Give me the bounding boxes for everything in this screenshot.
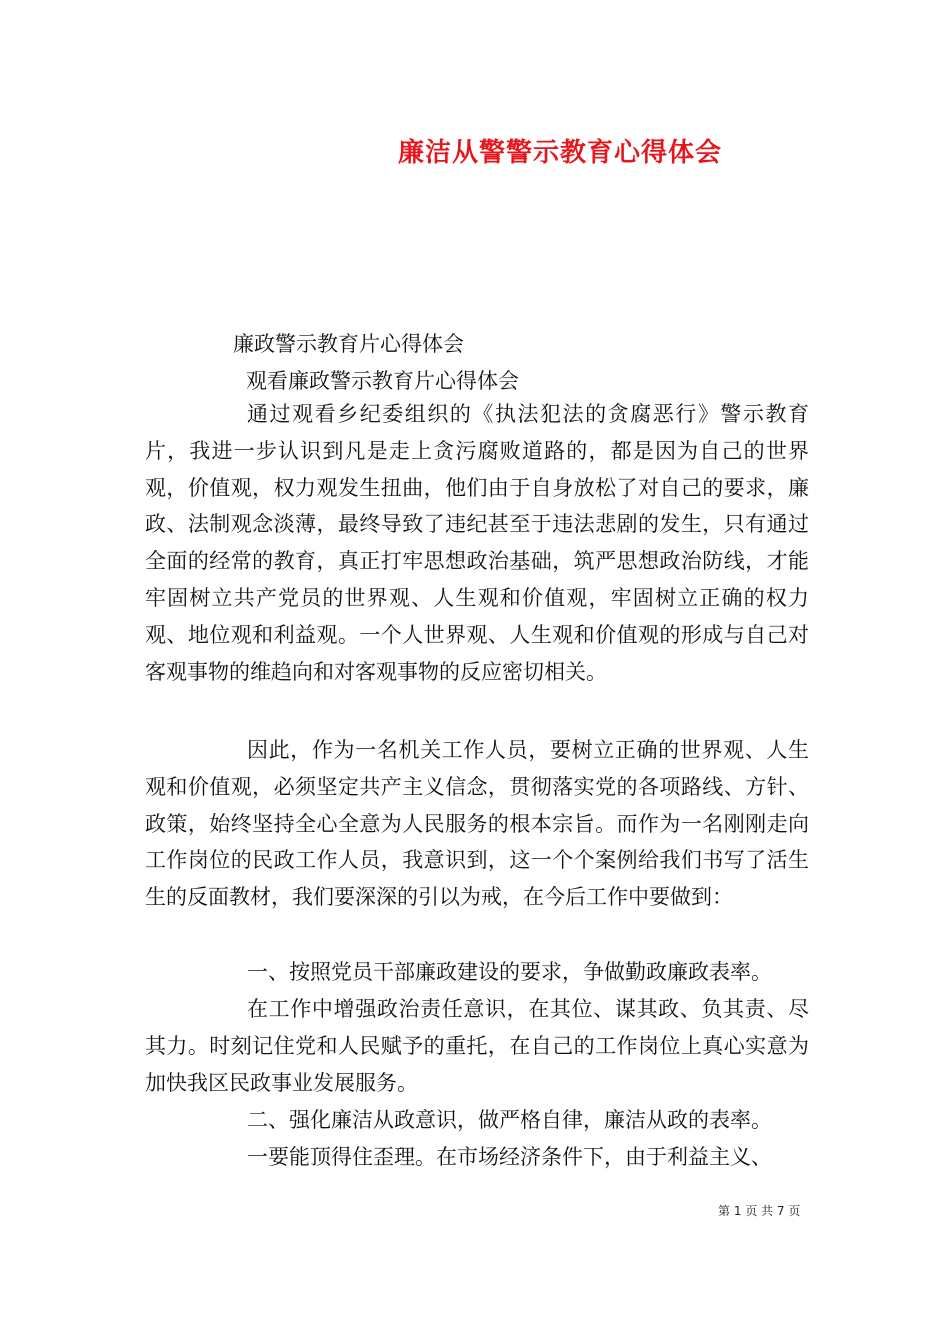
document-title: 廉洁从警警示教育心得体会 (397, 138, 722, 168)
paragraph-2: 因此，作为一名机关工作人员，要树立正确的世界观、人生观和价值观，必须坚定共产主义信念，贯彻落实党的各项路线、方针、政策，始终坚持全心全意为人民服务的根本宗旨。而作为一名刚刚走向工作岗位的民政工作人员，我意识到，这一个个案例给我们书写了活生生的反面教材，我们要深深的引以为戒，在今后工作中要做到： (145, 738, 809, 910)
paragraph-6: 一要能顶得住歪理。在市场经济条件下，由于利益主义、 (247, 1145, 772, 1169)
subheading-2: 观看廉政警示教育片心得体会 (246, 369, 519, 393)
paragraph-3: 一、按照党员干部廉政建设的要求，争做勤政廉政表率。 (247, 960, 772, 984)
page-number-footer: 第 1 页 共 7 页 (718, 1204, 801, 1218)
subheading-1: 廉政警示教育片心得体会 (233, 332, 464, 356)
paragraph-5: 二、强化廉洁从政意识，做严格自律，廉洁从政的表率。 (247, 1108, 772, 1132)
paragraph-1: 通过观看乡纪委组织的《执法犯法的贪腐恶行》警示教育片，我进一步认识到凡是走上贪污腐败道路的，都是因为自己的世界观，价值观，权力观发生扭曲，他们由于自身放松了对自己的要求，廉政、法制观念淡薄，最终导致了违纪甚至于违法悲剧的发生，只有通过全面的经常的教育，真正打牢思想政治基础，筑严思想政治防线，才能牢固树立共产党员的世界观、人生观和价值观，牢固树立正确的权力观、地位观和利益观。一个人世界观、人生观和价值观的形成与自己对客观事物的维趋向和对客观事物的反应密切相关。 (145, 402, 809, 684)
paragraph-4: 在工作中增强政治责任意识，在其位、谋其政、负其责、尽其力。时刻记住党和人民赋予的重托，在自己的工作岗位上真心实意为加快我区民政事业发展服务。 (145, 997, 809, 1095)
